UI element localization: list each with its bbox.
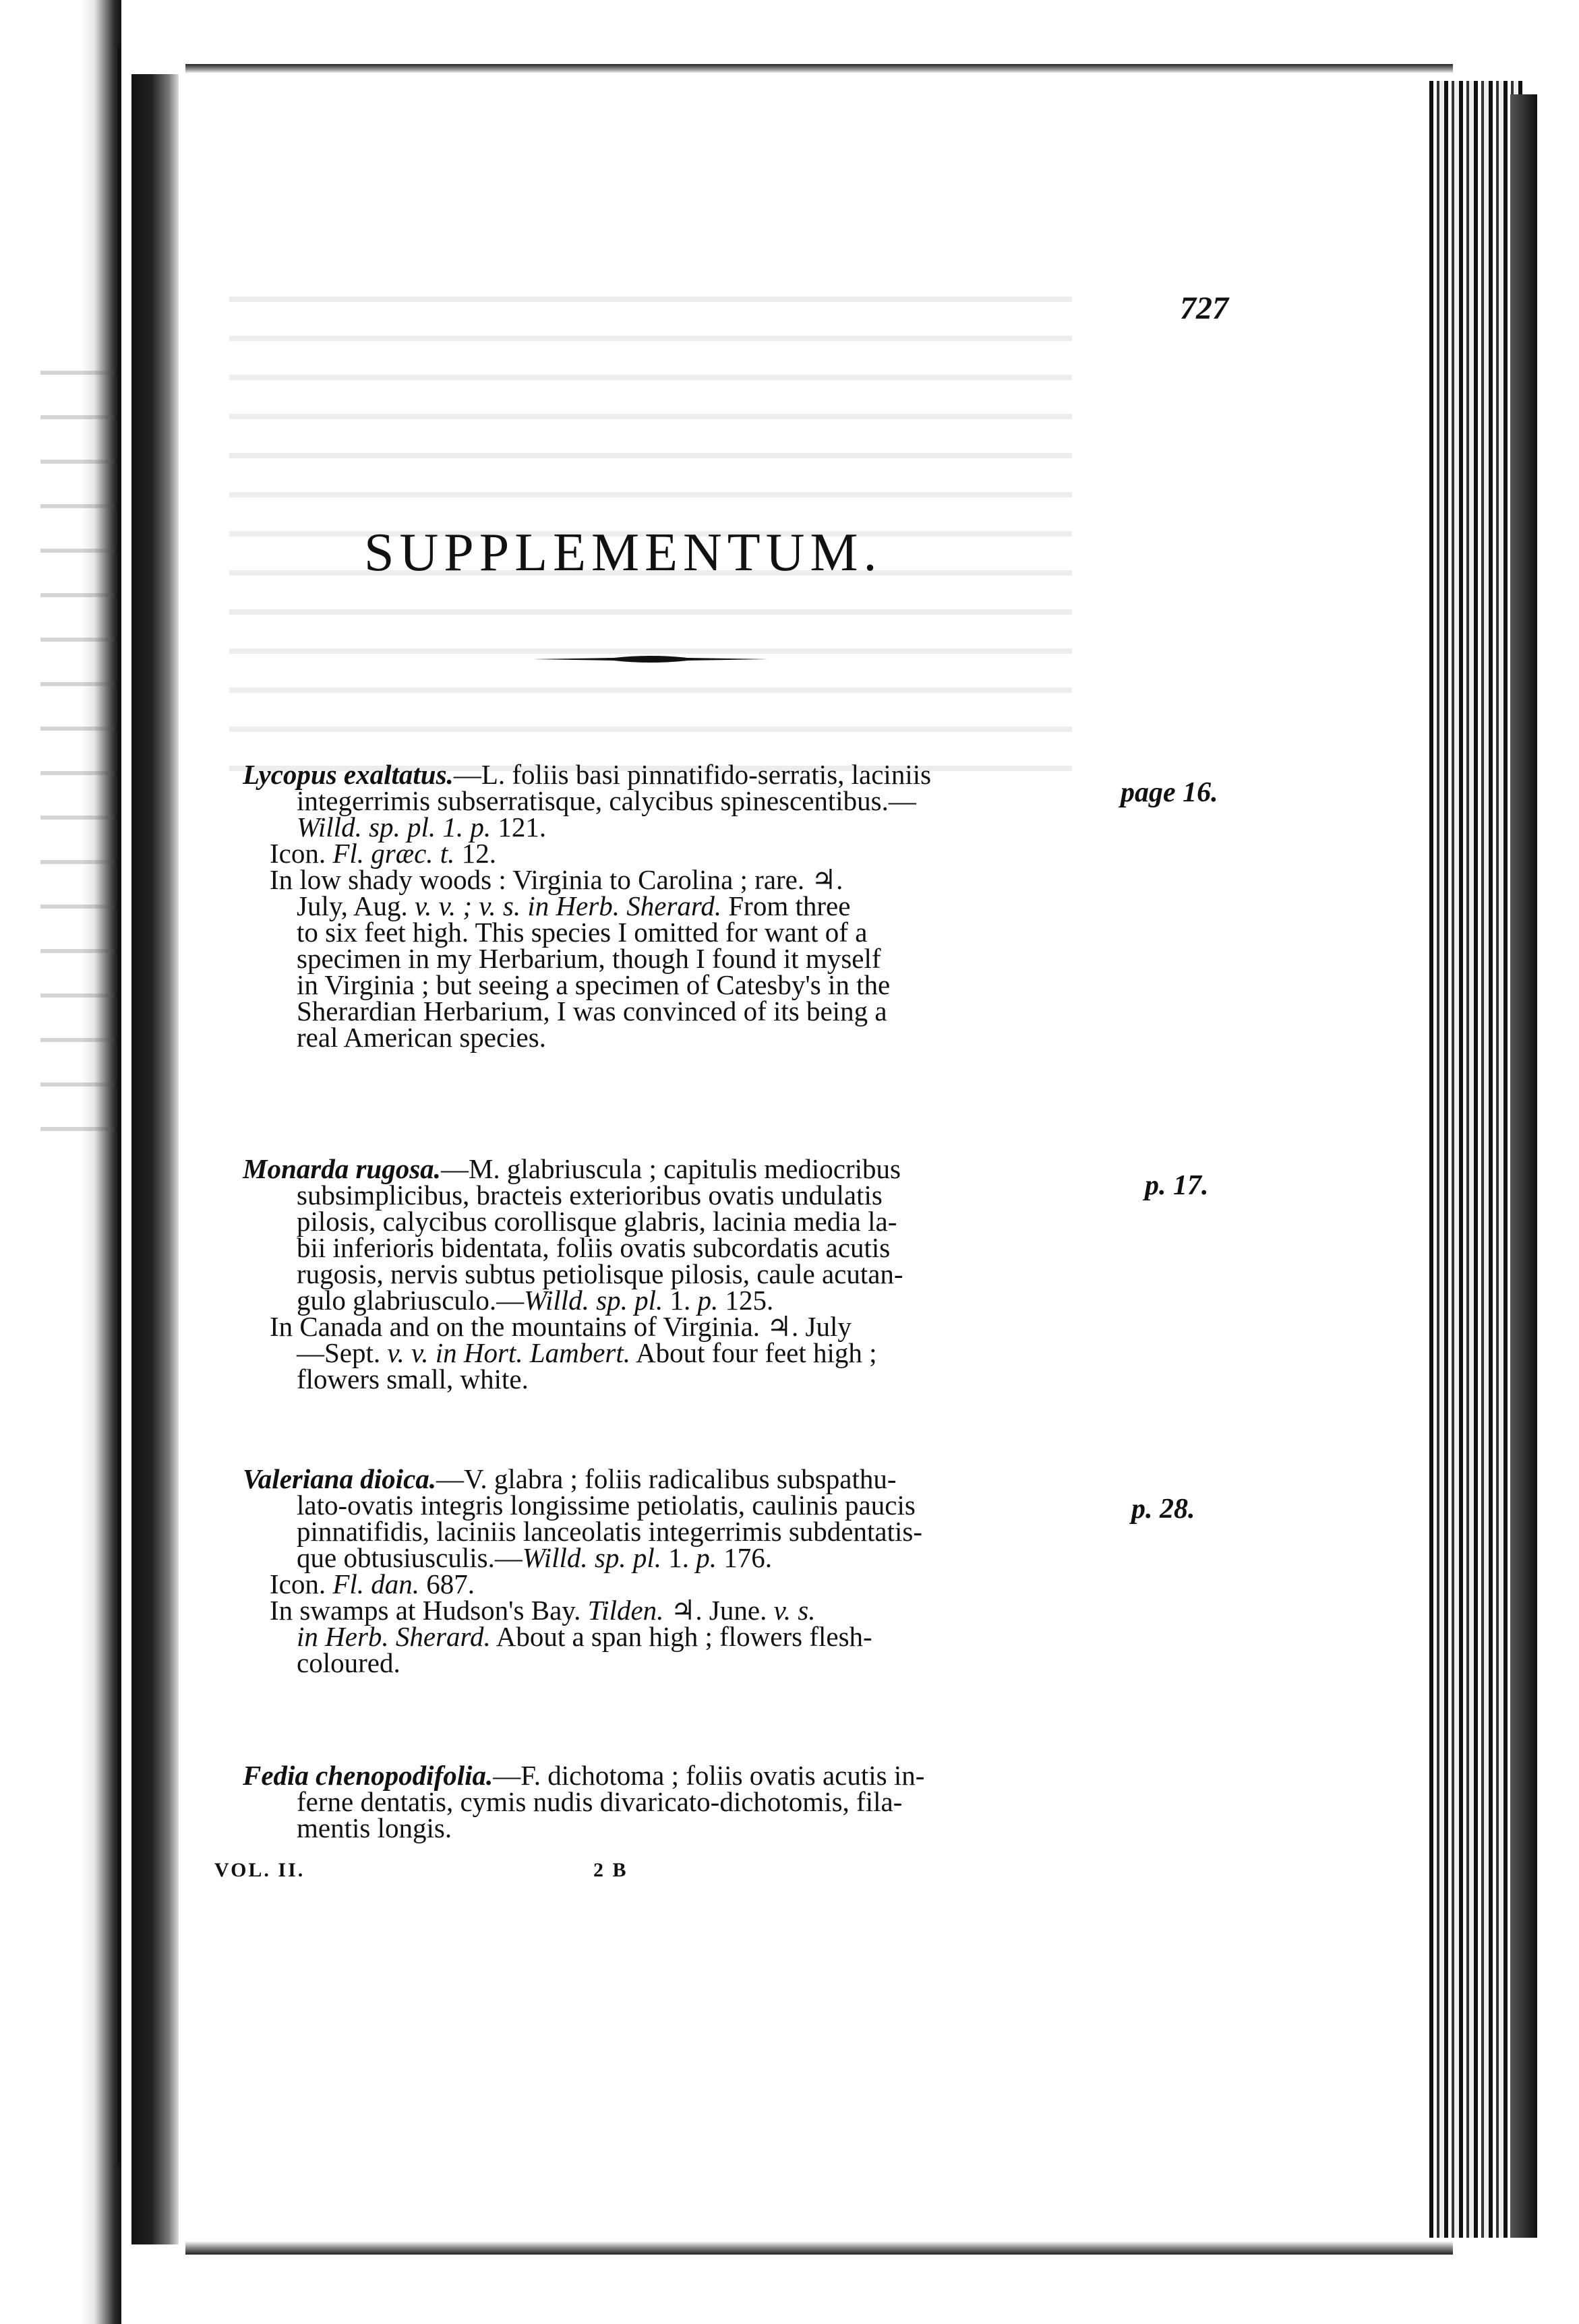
description-text: subsimplicibus, bracteis exterioribus ovatis undulatis — [297, 1180, 883, 1211]
title-ornament-rule — [533, 654, 769, 659]
citation-text: v. v. in Hort. Lambert. — [387, 1337, 631, 1368]
description-text: In low shady woods : Virginia to Carolina ; rare. ♃. — [270, 864, 843, 895]
description-text: bii inferioris bidentata, foliis ovatis subcordatis acutis — [297, 1232, 891, 1263]
page-top-edge — [185, 64, 1453, 73]
entry-text-line — [297, 1647, 400, 1679]
facing-page-bleed — [40, 330, 115, 1139]
species-name: Valeriana dioica. — [243, 1463, 437, 1494]
description-text: rugosis, nervis subtus petiolisque pilosis, caule acutan- — [297, 1258, 903, 1289]
description-text: 121. — [491, 812, 547, 843]
citation-text: Fl. græc. t. — [332, 838, 455, 869]
description-text: —Sept. — [297, 1337, 388, 1368]
citation-text: Tilden. — [587, 1595, 664, 1626]
description-text: —M. glabriuscula ; capitulis mediocribus — [440, 1153, 901, 1184]
page-stack-edge — [1429, 81, 1524, 2238]
description-text: pinnatifidis, laciniis lanceolatis integerrimis subdentatis- — [297, 1516, 922, 1547]
description-text: in Virginia ; but seeing a specimen of Catesby's in the — [297, 969, 891, 1000]
page-stack-shadow — [1510, 94, 1537, 2238]
margin-page-reference: page 16. — [1121, 777, 1218, 808]
description-text: real American species. — [297, 1022, 546, 1053]
description-text: que obtusiusculis.— — [297, 1542, 523, 1573]
citation-text: Willd. sp. pl. — [524, 1285, 663, 1316]
description-text: lato-ovatis integris longissime petiolatis, caulinis paucis — [297, 1490, 916, 1521]
description-text: coloured. — [297, 1647, 400, 1678]
entry-text-line — [297, 1021, 546, 1053]
description-text: About a span high ; flowers flesh- — [490, 1621, 872, 1652]
page-bottom-edge — [185, 2241, 1453, 2255]
description-text: Icon. — [270, 838, 333, 869]
species-name: Monarda rugosa. — [243, 1153, 441, 1184]
page-number: 727 — [1180, 290, 1228, 326]
citation-text: Fl. dan. — [332, 1568, 420, 1599]
description-text: gulo glabriusculo.— — [297, 1285, 525, 1316]
description-text: From three — [721, 890, 851, 921]
description-text: ferne dentatis, cymis nudis divaricato-dichotomis, fila- — [297, 1786, 903, 1817]
citation-text: p. — [697, 1285, 719, 1316]
description-text: July, Aug. — [297, 890, 415, 921]
description-text: 1. — [661, 1542, 696, 1573]
citation-text: v. s. — [773, 1595, 816, 1626]
description-text: mentis longis. — [297, 1812, 452, 1843]
description-text: 176. — [717, 1542, 772, 1573]
entry-text-line — [297, 1812, 452, 1844]
volume-label: VOL. II. — [214, 1859, 305, 1881]
description-text: Icon. — [270, 1568, 333, 1599]
page-title: SUPPLEMENTUM. — [364, 523, 883, 582]
description-text: —V. glabra ; foliis radicalibus subspathu- — [436, 1463, 897, 1494]
description-text: specimen in my Herbarium, though I found it myself — [297, 943, 881, 974]
description-text: —L. foliis basi pinnatifido-serratis, laciniis — [453, 759, 932, 790]
entry-text-line — [297, 1363, 529, 1395]
margin-page-reference: p. 17. — [1145, 1170, 1209, 1201]
description-text: 125. — [718, 1285, 774, 1316]
book-spine — [131, 74, 179, 2244]
description-text: pilosis, calycibus corollisque glabris, lacinia media la- — [297, 1206, 897, 1237]
species-name: Lycopus exaltatus. — [243, 759, 454, 790]
description-text: integerrimis subserratisque, calycibus spinescentibus.— — [297, 785, 916, 816]
species-name: Fedia chenopodifolia. — [243, 1760, 494, 1791]
description-text: Sherardian Herbarium, I was convinced of its being a — [297, 996, 887, 1027]
description-text: In swamps at Hudson's Bay. — [270, 1595, 588, 1626]
signature-mark: 2 B — [593, 1859, 628, 1881]
description-text: 1. — [663, 1285, 698, 1316]
description-text: —F. dichotoma ; foliis ovatis acutis in- — [493, 1760, 925, 1791]
description-text: flowers small, white. — [297, 1364, 529, 1395]
citation-text: p. — [696, 1542, 717, 1573]
citation-text: in Herb. Sherard. — [297, 1621, 491, 1652]
description-text: 12. — [454, 838, 496, 869]
citation-text: Willd. sp. pl. 1. p. — [297, 812, 491, 843]
margin-page-reference: p. 28. — [1131, 1494, 1195, 1525]
description-text: ♃. June. — [663, 1595, 774, 1626]
description-text: to six feet high. This species I omitted for want of a — [297, 917, 868, 948]
description-text: In Canada and on the mountains of Virginia. ♃. July — [270, 1311, 852, 1342]
citation-text: Willd. sp. pl. — [522, 1542, 661, 1573]
citation-text: v. v. ; v. s. in Herb. Sherard. — [415, 890, 722, 921]
facing-page-edge — [0, 47, 121, 2164]
description-text: About four feet high ; — [630, 1337, 877, 1368]
description-text: 687. — [419, 1568, 475, 1599]
